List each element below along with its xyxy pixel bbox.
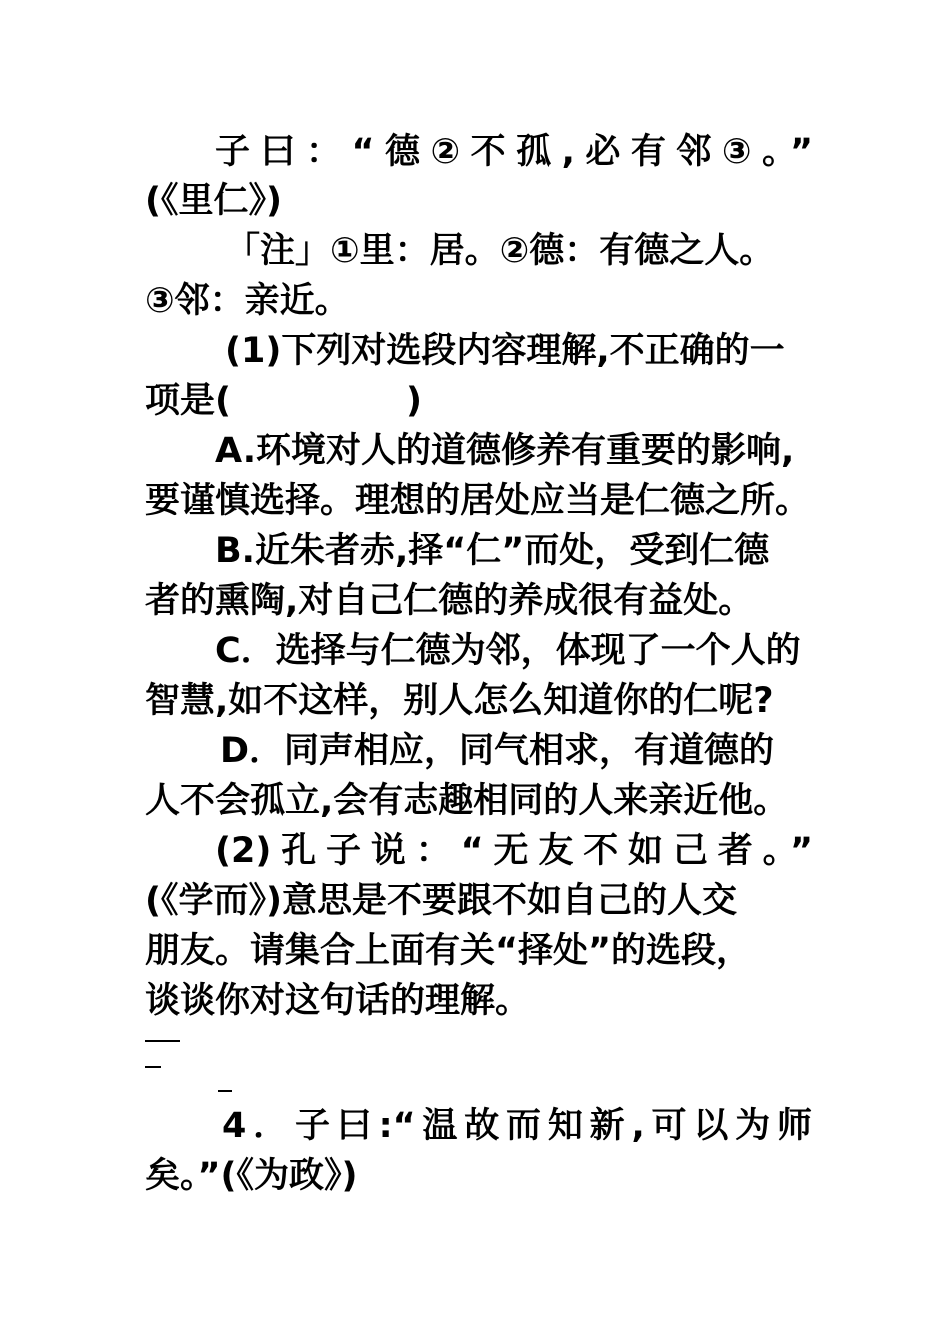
question-1-stem-continued: 项是( ) [145,381,422,421]
question-2-stem-continued: 朋友。请集合上面有关“择处”的选段， [145,931,752,971]
question-2-stem: (2)孔子说：“无友不如己者。” [215,831,813,871]
option-a-continued: 要谨慎选择。理想的居处应当是仁德之所。 [145,481,811,521]
option-c: C．选择与仁德为邻，体现了一个人的 [215,631,801,671]
option-d: D．同声相应，同气相求，有道德的 [220,731,775,771]
notes-line: 「注」①里：居。②德：有德之人。 [225,231,775,271]
option-d-continued: 人不会孤立,会有志趣相同的人来亲近他。 [145,781,789,821]
answer-line [218,1090,232,1092]
question-2-stem-continued: 谈谈你对这句话的理解。 [145,981,531,1021]
question-1-stem: (1)下列对选段内容理解,不正确的一 [225,331,785,371]
question-4-stem-continued: 矣。”(《为政》) [145,1156,358,1196]
question-2-stem-continued: (《学而》)意思是不要跟不如自己的人交 [145,881,737,921]
notes-line-continued: ③邻：亲近。 [145,281,350,321]
option-c-continued: 智慧,如不这样，别人怎么知道你的仁呢? [145,681,774,721]
answer-line [145,1040,180,1042]
option-a: A.环境对人的道德修养有重要的影响, [215,431,795,471]
option-b: B.近朱者赤,择“仁”而处，受到仁德 [215,531,770,571]
question-4-stem: 4．子曰:“温故而知新,可以为师 [222,1106,812,1146]
passage-quote-line: 子曰：“德②不孤,必有邻③。” [215,132,813,172]
passage-source: (《里仁》) [145,181,282,221]
answer-line [145,1066,161,1068]
option-b-continued: 者的熏陶,对自己仁德的养成很有益处。 [145,581,754,621]
